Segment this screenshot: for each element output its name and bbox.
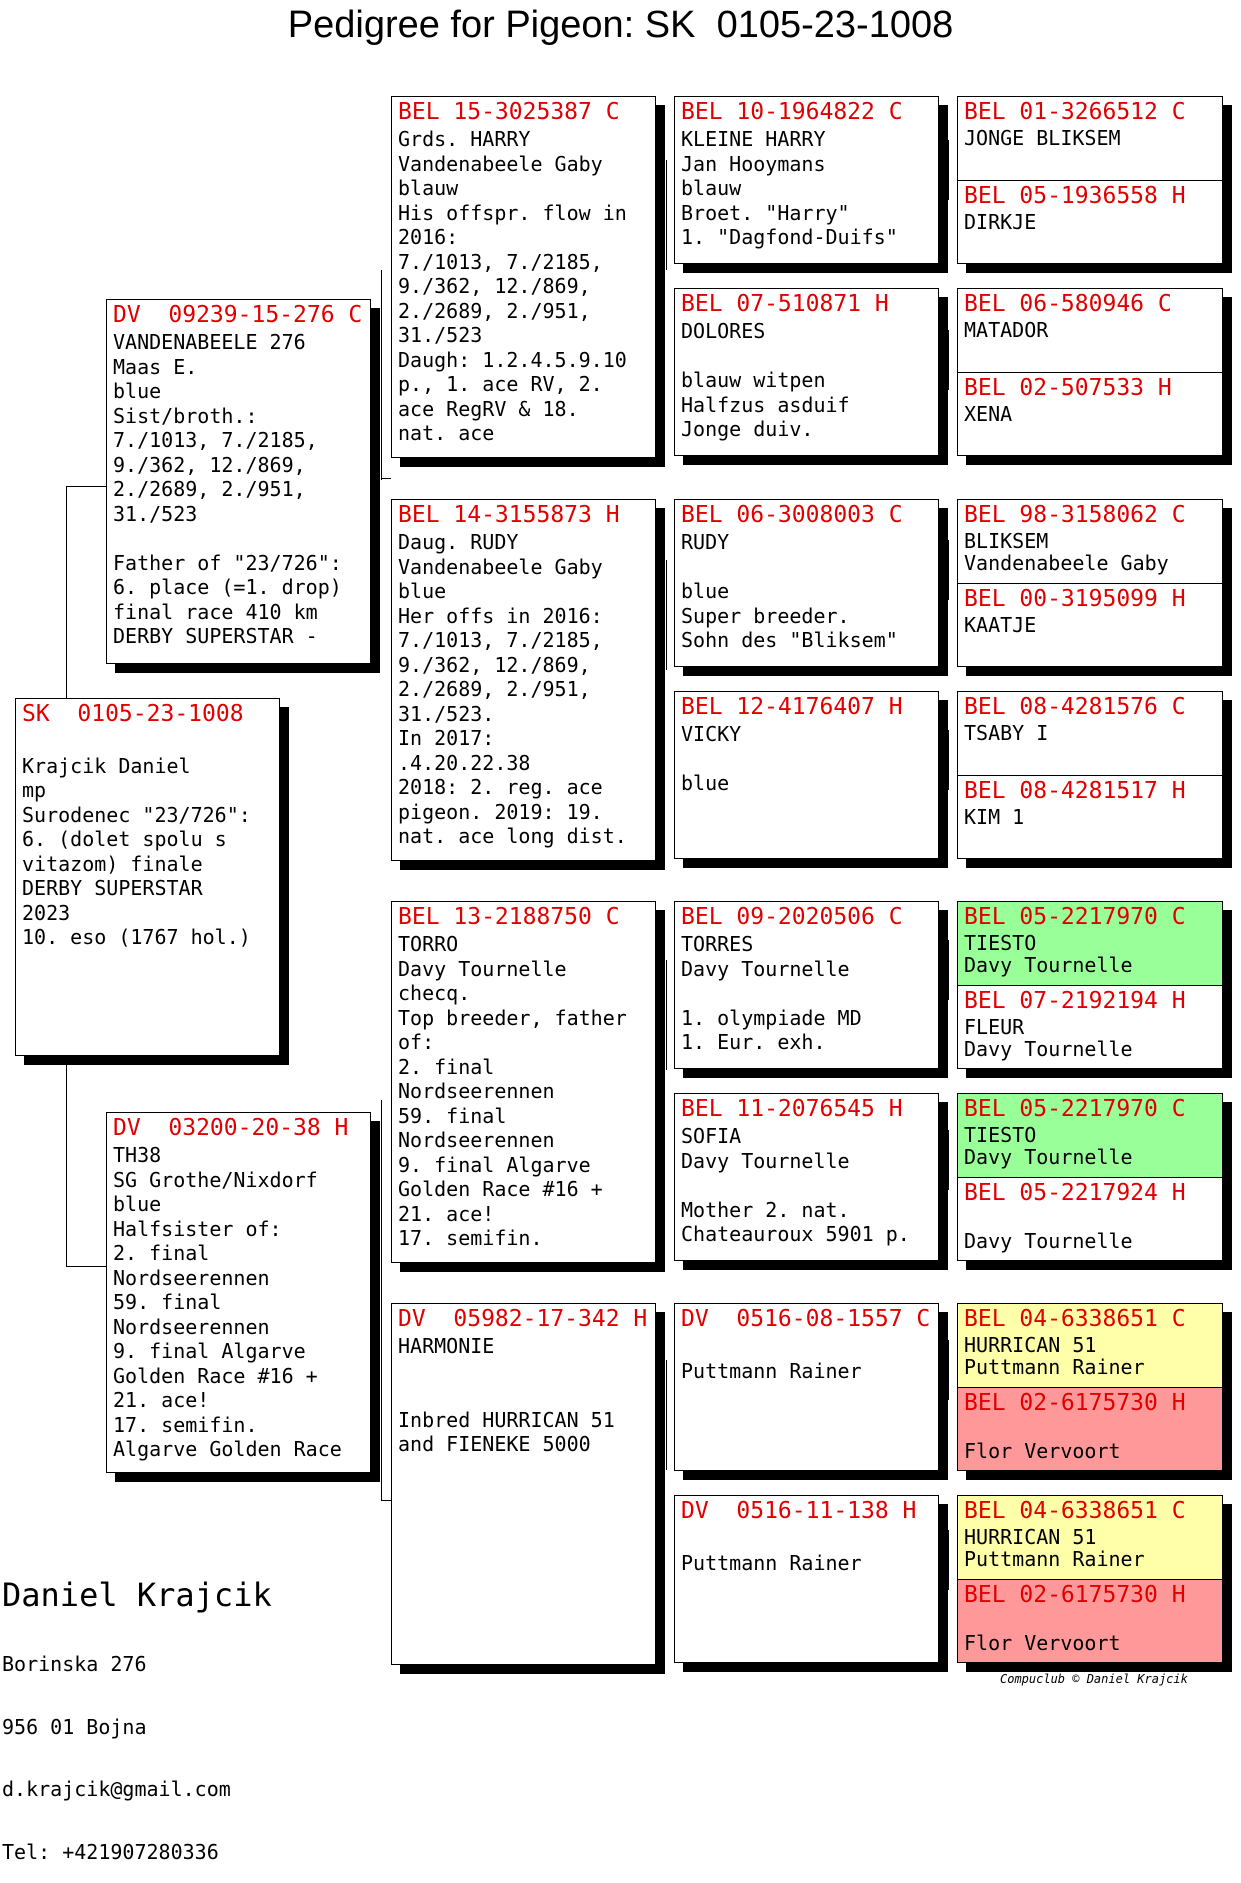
- great-grandparent-card[interactable]: [674, 96, 939, 264]
- gggp-cell[interactable]: [958, 97, 1222, 181]
- copyright-footer: Compuclub © Daniel Krajcik: [1000, 1672, 1188, 1686]
- connector-line: [948, 1340, 949, 1400]
- great-grandparent-card[interactable]: [674, 288, 939, 456]
- ring-number: BEL 07-2192194 H: [964, 988, 1186, 1014]
- grandparent-card[interactable]: [391, 96, 656, 458]
- connector-line: [948, 1130, 949, 1190]
- great-grandparent-card[interactable]: [674, 1303, 939, 1471]
- pigeon-details: DIRKJE: [964, 210, 1037, 234]
- ring-number: BEL 02-6175730 H: [964, 1390, 1186, 1416]
- great-great-grandparents-pair: [957, 499, 1223, 667]
- connector-line: [66, 1266, 106, 1267]
- connector-line: [666, 160, 667, 270]
- owner-phone: Tel: +421907280336: [2, 1839, 219, 1864]
- mother-card[interactable]: [106, 1112, 371, 1473]
- ring-number: BEL 04-6338651 C: [964, 1306, 1186, 1332]
- connector-line: [948, 730, 949, 790]
- grandparent-card[interactable]: [391, 499, 656, 861]
- ring-number: BEL 04-6338651 C: [964, 1498, 1186, 1524]
- pigeon-details: RUDY blue Super breeder. Sohn des "Bliksem": [681, 530, 898, 652]
- connector-line: [666, 1360, 667, 1470]
- ring-number: BEL 06-580946 C: [964, 291, 1172, 317]
- gggp-cell[interactable]: [958, 584, 1222, 666]
- ring-number: BEL 00-3195099 H: [964, 586, 1186, 612]
- great-grandparent-card[interactable]: [674, 1093, 939, 1261]
- pigeon-details: HARMONIE Inbred HURRICAN 51 and FIENEKE 5000: [398, 1334, 615, 1456]
- gggp-cell[interactable]: [958, 1304, 1222, 1388]
- owner-email[interactable]: d.krajcik@gmail.com: [2, 1777, 231, 1801]
- subject-pigeon-card[interactable]: [15, 698, 280, 1056]
- pigeon-details: DOLORES blauw witpen Halfzus asduif Jonge duiv.: [681, 319, 850, 441]
- ring-number: BEL 11-2076545 H: [681, 1096, 903, 1122]
- ring-number: BEL 14-3155873 H: [398, 502, 620, 528]
- gggp-cell[interactable]: [958, 373, 1222, 455]
- great-great-grandparents-pair: [957, 901, 1223, 1069]
- pigeon-details: TSABY I: [964, 721, 1049, 745]
- great-grandparent-card[interactable]: [674, 1495, 939, 1663]
- owner-name: Daniel Krajcik: [2, 1576, 272, 1614]
- connector-line: [948, 1530, 949, 1590]
- ring-number: DV 09239-15-276 C: [113, 302, 363, 328]
- ring-number: BEL 08-4281576 C: [964, 694, 1186, 720]
- pigeon-details: KLEINE HARRY Jan Hooymans blauw Broet. "Harry" 1. "Dagfond-Duifs": [681, 127, 898, 249]
- gggp-cell[interactable]: [958, 1178, 1222, 1260]
- pigeon-details: TIESTO Davy Tournelle: [964, 931, 1133, 977]
- ring-number: DV 05982-17-342 H: [398, 1306, 648, 1332]
- page-title: Pedigree for Pigeon: SK 0105-23-1008: [287, 4, 954, 46]
- pigeon-details: VICKY blue: [681, 722, 742, 795]
- connector-line: [66, 486, 106, 487]
- grandparent-card[interactable]: [391, 901, 656, 1263]
- gggp-cell[interactable]: [958, 902, 1222, 986]
- ring-number: DV 03200-20-38 H: [113, 1115, 349, 1141]
- great-great-grandparents-pair: [957, 1303, 1223, 1471]
- ring-number: BEL 05-2217970 C: [964, 1096, 1186, 1122]
- pigeon-details: Flor Vervoort: [964, 1439, 1121, 1463]
- connector-line: [666, 960, 667, 1070]
- ring-number: BEL 15-3025387 C: [398, 99, 620, 125]
- gggp-cell[interactable]: [958, 692, 1222, 776]
- ring-number: BEL 05-2217970 C: [964, 904, 1186, 930]
- pigeon-details: MATADOR: [964, 318, 1049, 342]
- connector-line: [381, 1500, 391, 1501]
- pigeon-details: XENA: [964, 402, 1013, 426]
- connector-line: [66, 1065, 67, 1266]
- great-great-grandparents-pair: [957, 96, 1223, 264]
- ring-number: BEL 13-2188750 C: [398, 904, 620, 930]
- gggp-cell[interactable]: [958, 1580, 1222, 1662]
- owner-city: 956 01 Bojna: [2, 1714, 147, 1739]
- great-great-grandparents-pair: [957, 1093, 1223, 1261]
- ring-number: DV 0516-08-1557 C: [681, 1306, 931, 1332]
- great-grandparent-card[interactable]: [674, 691, 939, 859]
- pigeon-details: VANDENABEELE 276 Maas E. blue Sist/broth.: 7./1013, 7./2185, 9./362, 12./869, 2./2689, 2./951, 31./523 Father of "23/726": 6. place (=1. drop) final race 410 km DERBY SUPERSTAR -: [113, 330, 342, 648]
- connector-line: [948, 540, 949, 600]
- pigeon-details: TORRES Davy Tournelle 1. olympiade MD 1. Eur. exh.: [681, 932, 862, 1054]
- gggp-cell[interactable]: [958, 1388, 1222, 1470]
- ring-number: BEL 06-3008003 C: [681, 502, 903, 528]
- pigeon-details: BLIKSEM Vandenabeele Gaby: [964, 529, 1169, 575]
- pigeon-details: SOFIA Davy Tournelle Mother 2. nat. Chateauroux 5901 p.: [681, 1124, 910, 1246]
- ring-number: BEL 05-1936558 H: [964, 183, 1186, 209]
- grandparent-card[interactable]: [391, 1303, 656, 1665]
- gggp-cell[interactable]: [958, 986, 1222, 1068]
- pigeon-details: TORRO Davy Tournelle checq. Top breeder, father of: 2. final Nordseerennen 59. final Nordseerennen 9. final Algarve Golden Race #16 + 21. ace! 17. semifin.: [398, 932, 627, 1250]
- ring-number: DV 0516-11-138 H: [681, 1498, 917, 1524]
- pigeon-details: Daug. RUDY Vandenabeele Gaby blue Her offs in 2016: 7./1013, 7./2185, 9./362, 12./869, 2./2689, 2./951, 31./523. In 2017: .4.20.22.38 2018: 2. reg. ace pigeon. 2019: 19. nat. ace long dist.: [398, 530, 627, 848]
- ring-number: BEL 07-510871 H: [681, 291, 889, 317]
- pigeon-details: TH38 SG Grothe/Nixdorf blue Halfsister of: 2. final Nordseerennen 59. final Nordseerennen 9. final Algarve Golden Race #16 + 21. ace! 17. semifin. Algarve Golden Race: [113, 1143, 342, 1461]
- pigeon-details: Davy Tournelle: [964, 1229, 1133, 1253]
- connector-line: [381, 270, 382, 480]
- pigeon-details: HURRICAN 51 Puttmann Rainer: [964, 1525, 1145, 1571]
- ring-number: SK 0105-23-1008: [22, 701, 244, 727]
- ring-number: BEL 10-1964822 C: [681, 99, 903, 125]
- great-grandparent-card[interactable]: [674, 499, 939, 667]
- connector-line: [948, 330, 949, 390]
- pigeon-details: Krajcik Daniel mp Surodenec "23/726": 6. (dolet spolu s vitazom) finale DERBY SUPERSTAR 2023 10. eso (1767 hol.): [22, 753, 251, 949]
- pigeon-details: Puttmann Rainer: [681, 1550, 862, 1575]
- father-card[interactable]: [106, 299, 371, 664]
- gggp-cell[interactable]: [958, 1496, 1222, 1580]
- great-grandparent-card[interactable]: [674, 901, 939, 1069]
- gggp-cell[interactable]: [958, 181, 1222, 263]
- gggp-cell[interactable]: [958, 500, 1222, 584]
- ring-number: BEL 05-2217924 H: [964, 1180, 1186, 1206]
- gggp-cell[interactable]: [958, 289, 1222, 373]
- ring-number: BEL 12-4176407 H: [681, 694, 903, 720]
- pigeon-details: KAATJE: [964, 613, 1037, 637]
- great-great-grandparents-pair: [957, 1495, 1223, 1663]
- great-great-grandparents-pair: [957, 691, 1223, 859]
- connector-line: [948, 140, 949, 200]
- pigeon-details: Puttmann Rainer: [681, 1358, 862, 1383]
- ring-number: BEL 02-507533 H: [964, 375, 1172, 401]
- owner-street: Borinska 276: [2, 1652, 147, 1676]
- ring-number: BEL 02-6175730 H: [964, 1582, 1186, 1608]
- connector-line: [66, 486, 67, 699]
- pigeon-details: Grds. HARRY Vandenabeele Gaby blauw His offspr. flow in 2016: 7./1013, 7./2185, 9./362, 12./869, 2./2689, 2./951, 31./523 Daugh: 1.2.4.5.9.10 p., 1. ace RV, 2. ace RegRV & 18. nat. ace: [398, 127, 627, 445]
- connector-line: [381, 478, 391, 479]
- ring-number: BEL 98-3158062 C: [964, 502, 1186, 528]
- gggp-cell[interactable]: [958, 1094, 1222, 1178]
- connector-line: [666, 560, 667, 670]
- owner-contact: [2, 1538, 272, 1883]
- pigeon-details: FLEUR Davy Tournelle: [964, 1015, 1133, 1061]
- pigeon-details: TIESTO Davy Tournelle: [964, 1123, 1133, 1169]
- pigeon-details: JONGE BLIKSEM: [964, 126, 1121, 150]
- great-great-grandparents-pair: [957, 288, 1223, 456]
- connector-line: [381, 1100, 382, 1500]
- ring-number: BEL 01-3266512 C: [964, 99, 1186, 125]
- pigeon-details: KIM 1: [964, 805, 1025, 829]
- pigeon-details: HURRICAN 51 Puttmann Rainer: [964, 1333, 1145, 1379]
- connector-line: [948, 940, 949, 1000]
- ring-number: BEL 09-2020506 C: [681, 904, 903, 930]
- ring-number: BEL 08-4281517 H: [964, 778, 1186, 804]
- pigeon-details: Flor Vervoort: [964, 1631, 1121, 1655]
- gggp-cell[interactable]: [958, 776, 1222, 858]
